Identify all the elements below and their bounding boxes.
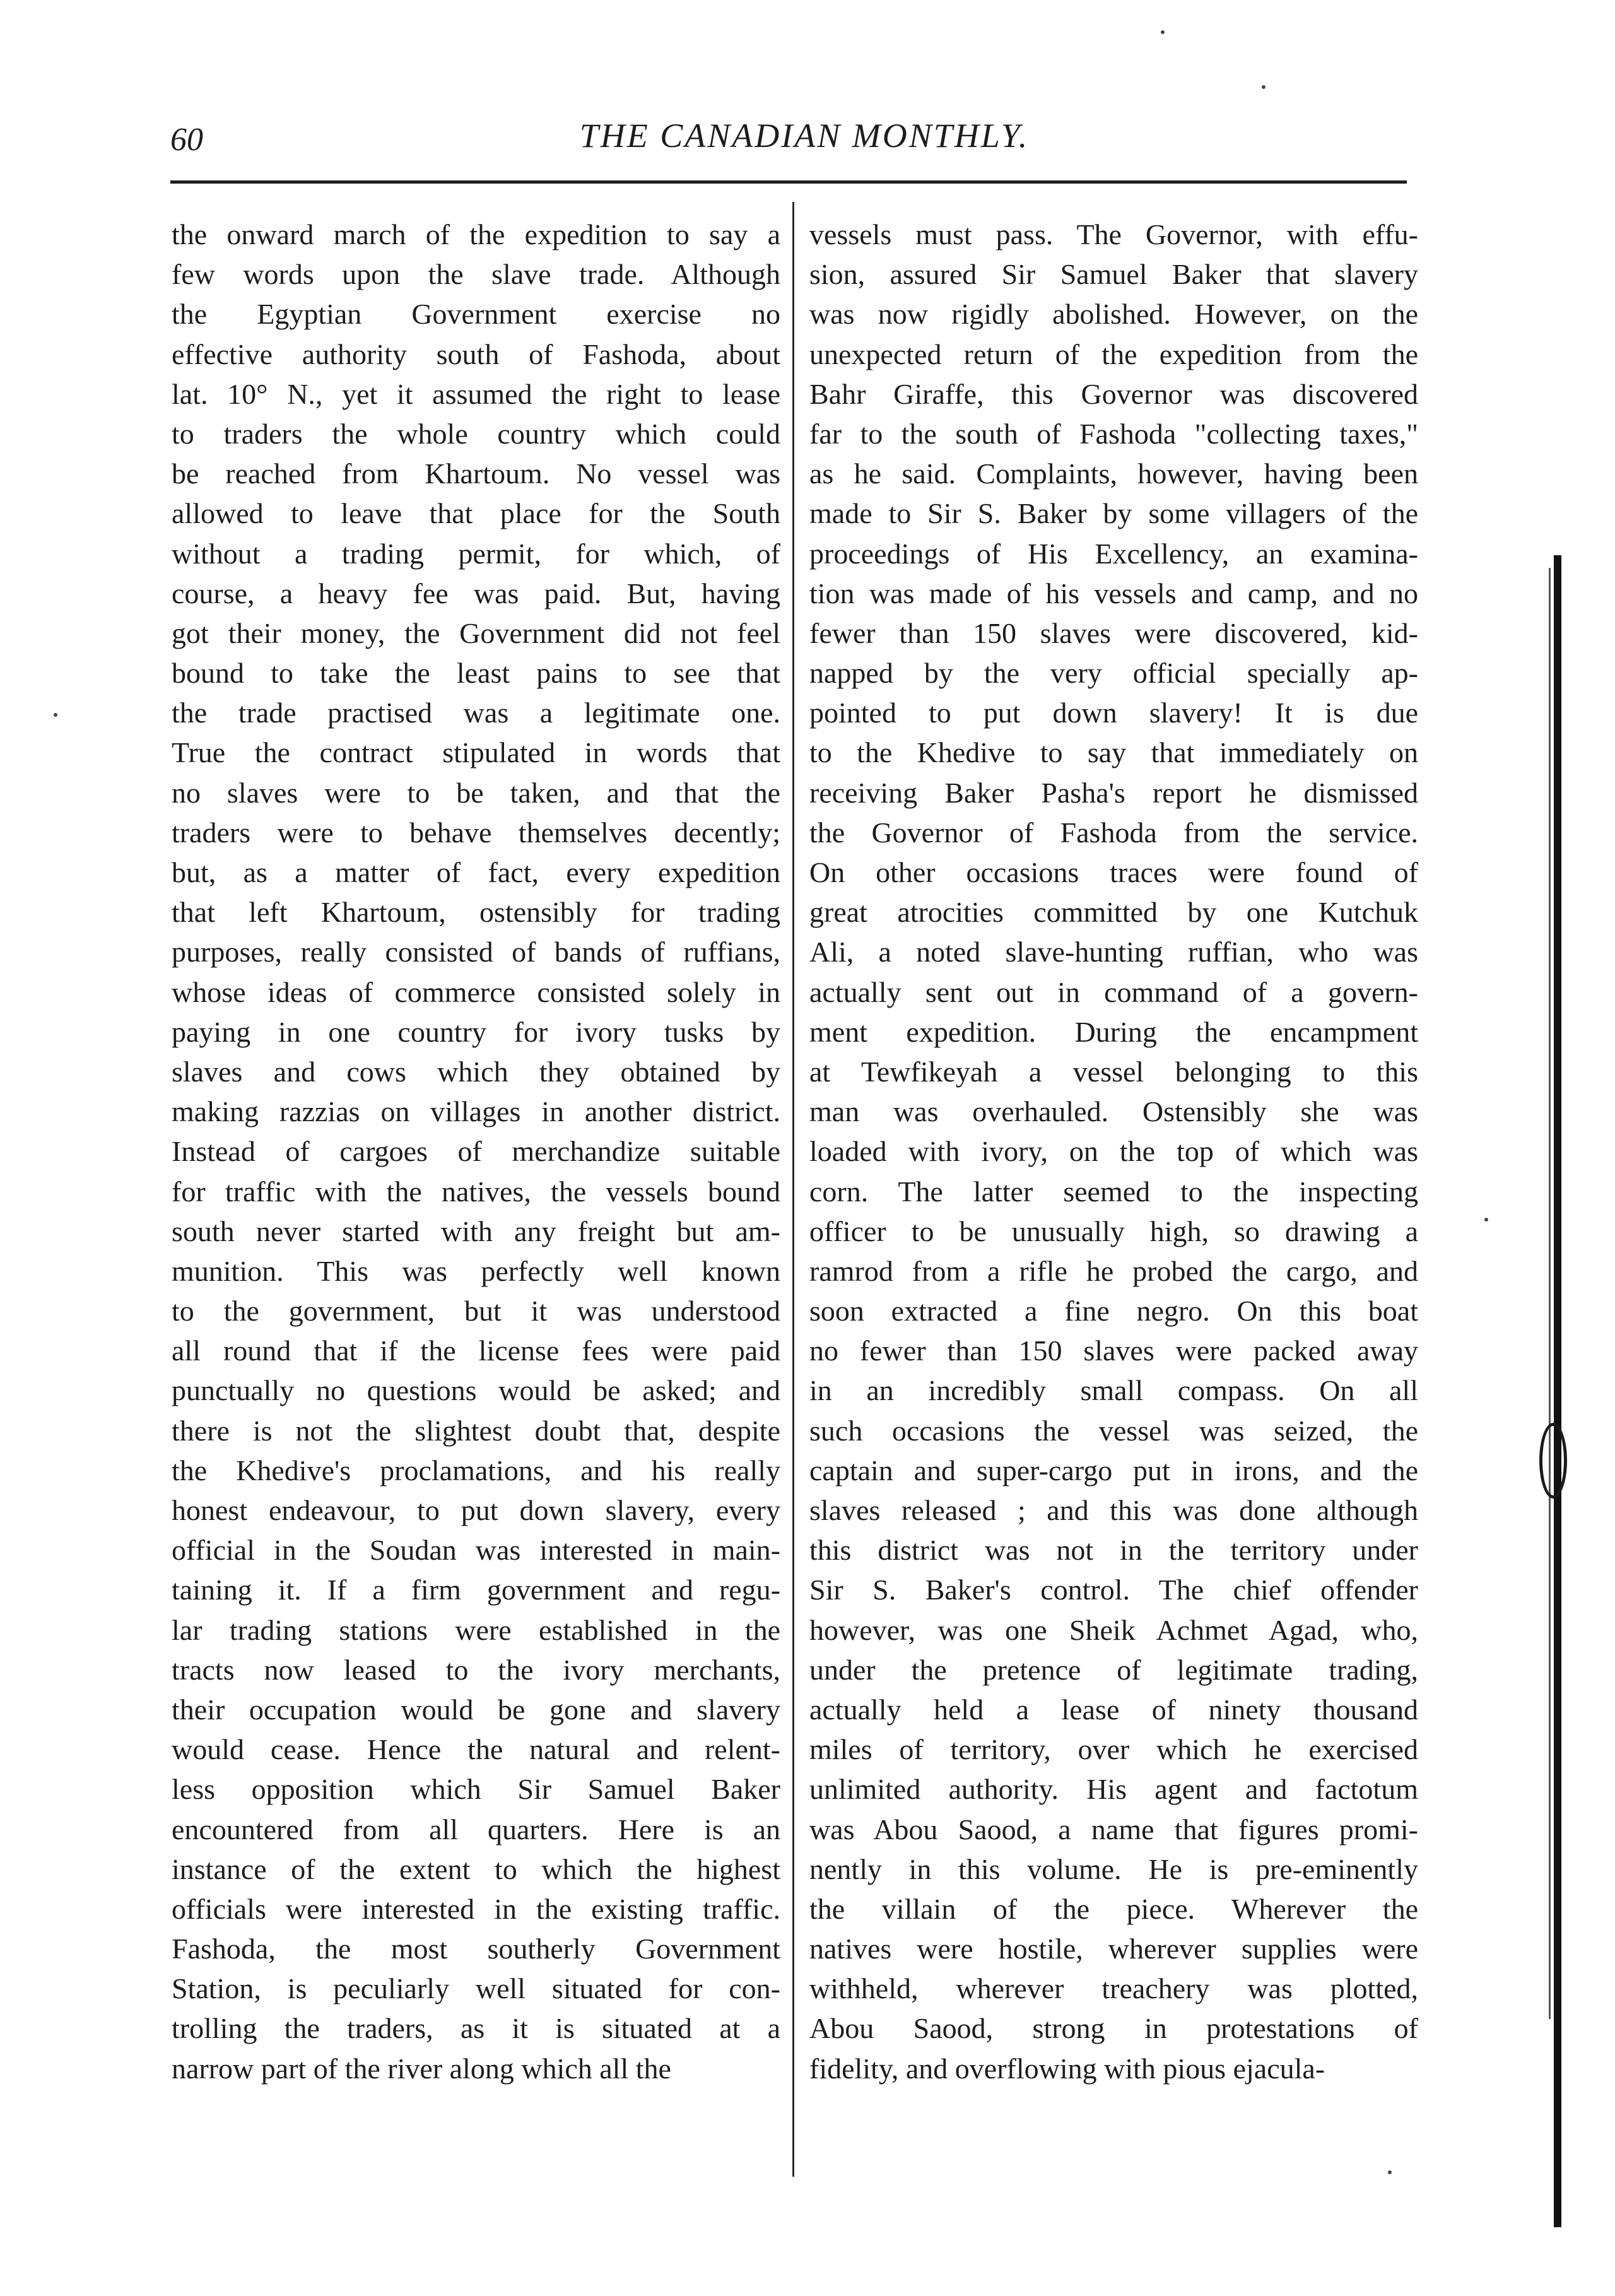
right-column-line: Abou Saood, strong in protestations of xyxy=(809,2012,1418,2045)
right-column-line: Bahr Giraffe, this Governor was discovered xyxy=(809,377,1418,410)
left-column-line: taining it. If a firm government and regu- xyxy=(172,1574,780,1606)
left-column-line: narrow part of the river along which all the xyxy=(172,2052,671,2085)
right-column-line: withheld, wherever treachery was plotted, xyxy=(809,1972,1418,2005)
left-column-line: south never started with any freight but am- xyxy=(172,1215,780,1247)
left-column-line: official in the Soudan was interested in main- xyxy=(172,1534,780,1567)
left-column-line: the onward march of the expedition to say a xyxy=(172,218,780,250)
right-column-line: as he said. Complaints, however, having been xyxy=(809,457,1418,490)
left-column-line: the Khedive's proclamations, and his really xyxy=(172,1454,780,1487)
right-column-line: officer to be unusually high, so drawing a xyxy=(809,1215,1418,1247)
left-column-line: making razzias on villages in another district. xyxy=(172,1095,780,1128)
left-column-line: honest endeavour, to put down slavery, every xyxy=(172,1494,780,1526)
right-column-line: sion, assured Sir Samuel Baker that slavery xyxy=(809,258,1418,291)
right-column-line: slaves released ; and this was done although xyxy=(809,1494,1418,1526)
left-column-line: slaves and cows which they obtained by xyxy=(172,1055,780,1088)
right-column-line: vessels must pass. The Governor, with effu- xyxy=(809,218,1418,250)
left-column-line: paying in one country for ivory tusks by xyxy=(172,1015,780,1048)
left-column-line: True the contract stipulated in words that xyxy=(172,736,780,769)
binding-edge-shadow xyxy=(1549,568,1551,2019)
left-column-line: instance of the extent to which the highest xyxy=(172,1852,780,1885)
left-column-line: there is not the slightest doubt that, despite xyxy=(172,1414,780,1447)
left-column-line: few words upon the slave trade. Although xyxy=(172,258,780,291)
right-column-line: On other occasions traces were found of xyxy=(809,856,1418,888)
page-number: 60 xyxy=(170,122,203,158)
left-column-line: got their money, the Government did not feel xyxy=(172,616,780,649)
right-column-line: ment expedition. During the encampment xyxy=(809,1015,1418,1048)
header-rule xyxy=(170,180,1407,184)
right-column-line: however, was one Sheik Achmet Agad, who, xyxy=(809,1613,1418,1646)
right-column-line: corn. The latter seemed to the inspecting xyxy=(809,1175,1418,1208)
right-column-line: napped by the very official specially ap- xyxy=(809,657,1418,690)
right-column-line: at Tewfikeyah a vessel belonging to this xyxy=(809,1055,1418,1088)
left-column-line: their occupation would be gone and slavery xyxy=(172,1693,780,1726)
right-column-line: soon extracted a fine negro. On this boat xyxy=(809,1295,1418,1328)
right-column-line: man was overhauled. Ostensibly she was xyxy=(809,1095,1418,1128)
left-column-line: Station, is peculiarly well situated for con- xyxy=(172,1972,780,2005)
left-column-line: whose ideas of commerce consisted solely in xyxy=(172,975,780,1008)
right-column-line: to the Khedive to say that immediately on xyxy=(809,736,1418,769)
left-column-line: the trade practised was a legitimate one. xyxy=(172,697,780,729)
left-column-line: trolling the traders, as it is situated at a xyxy=(172,2012,780,2045)
left-column-line: officials were interested in the existing traffic. xyxy=(172,1892,780,1925)
right-column-line: the villain of the piece. Wherever the xyxy=(809,1892,1418,1925)
right-column-line: this district was not in the territory under xyxy=(809,1534,1418,1567)
right-column-line: Ali, a noted slave-hunting ruffian, who was xyxy=(809,936,1418,968)
left-column-line: without a trading permit, for which, of xyxy=(172,537,780,570)
right-column-line: miles of territory, over which he exercised xyxy=(809,1733,1418,1766)
right-column-line: ramrod from a rifle he probed the cargo, and xyxy=(809,1254,1418,1287)
scan-speck xyxy=(1484,1218,1488,1222)
right-column-line: Sir S. Baker's control. The chief offender xyxy=(809,1574,1418,1606)
left-column-line: lar trading stations were established in the xyxy=(172,1613,780,1646)
left-column-line: to the government, but it was understood xyxy=(172,1295,780,1328)
right-column-line: tion was made of his vessels and camp, and no xyxy=(809,577,1418,609)
column-divider xyxy=(792,202,794,2177)
right-column-line: loaded with ivory, on the top of which was xyxy=(809,1135,1418,1168)
text-column-left xyxy=(172,215,780,2088)
left-column-line: punctually no questions would be asked; and xyxy=(172,1374,780,1407)
right-column-line: great atrocities committed by one Kutchuk xyxy=(809,896,1418,929)
left-column-line: that left Khartoum, ostensibly for trading xyxy=(172,896,780,929)
left-column-line: Fashoda, the most southerly Government xyxy=(172,1933,780,1965)
left-column-line: Instead of cargoes of merchandize suitable xyxy=(172,1135,780,1168)
right-column-line: actually held a lease of ninety thousand xyxy=(809,1693,1418,1726)
left-column-line: would cease. Hence the natural and relent- xyxy=(172,1733,780,1766)
right-column-line: fidelity, and overflowing with pious ejacula- xyxy=(809,2052,1325,2085)
binding-clasp xyxy=(1539,1423,1567,1498)
scan-speck xyxy=(1262,85,1266,89)
right-column-line: proceedings of His Excellency, an examina- xyxy=(809,537,1418,570)
left-column-line: to traders the whole country which could xyxy=(172,417,780,450)
left-column-line: effective authority south of Fashoda, about xyxy=(172,338,780,370)
right-column-line: actually sent out in command of a govern- xyxy=(809,975,1418,1008)
right-column-line: was now rigidly abolished. However, on the xyxy=(809,298,1418,331)
right-column-line: fewer than 150 slaves were discovered, kid- xyxy=(809,616,1418,649)
right-column-line: captain and super-cargo put in irons, and the xyxy=(809,1454,1418,1487)
text-column-right xyxy=(809,215,1418,2088)
left-column-line: but, as a matter of fact, every expedition xyxy=(172,856,780,888)
left-column-line: purposes, really consisted of bands of ruffians, xyxy=(172,936,780,968)
running-head: THE CANADIAN MONTHLY. xyxy=(579,117,1030,155)
left-column-line: course, a heavy fee was paid. But, having xyxy=(172,577,780,609)
right-column-line: under the pretence of legitimate trading, xyxy=(809,1653,1418,1686)
left-column-line: munition. This was perfectly well known xyxy=(172,1254,780,1287)
left-column-line: bound to take the least pains to see that xyxy=(172,657,780,690)
left-column-line: be reached from Khartoum. No vessel was xyxy=(172,457,780,490)
right-column-line: natives were hostile, wherever supplies were xyxy=(809,1933,1418,1965)
left-column-line: less opposition which Sir Samuel Baker xyxy=(172,1773,780,1806)
scan-speck xyxy=(1161,30,1165,34)
left-column-line: tracts now leased to the ivory merchants, xyxy=(172,1653,780,1686)
right-column-line: the Governor of Fashoda from the service. xyxy=(809,816,1418,849)
left-column-line: traders were to behave themselves decently; xyxy=(172,816,780,849)
right-column-line: unexpected return of the expedition from the xyxy=(809,338,1418,370)
left-column-line: encountered from all quarters. Here is an xyxy=(172,1813,780,1846)
right-column-line: was Abou Saood, a name that figures promi- xyxy=(809,1813,1418,1846)
right-column-line: unlimited authority. His agent and factotum xyxy=(809,1773,1418,1806)
scan-speck xyxy=(54,713,57,717)
left-column-line: lat. 10° N., yet it assumed the right to lease xyxy=(172,377,780,410)
left-column-line: allowed to leave that place for the South xyxy=(172,497,780,530)
right-column-line: nently in this volume. He is pre-eminently xyxy=(809,1852,1418,1885)
right-column-line: far to the south of Fashoda "collecting taxes," xyxy=(809,417,1418,450)
right-column-line: such occasions the vessel was seized, the xyxy=(809,1414,1418,1447)
right-column-line: no fewer than 150 slaves were packed away xyxy=(809,1334,1418,1367)
right-column-line: made to Sir S. Baker by some villagers of the xyxy=(809,497,1418,530)
left-column-line: for traffic with the natives, the vessels bound xyxy=(172,1175,780,1208)
right-column-line: receiving Baker Pasha's report he dismissed xyxy=(809,776,1418,809)
left-column-line: no slaves were to be taken, and that the xyxy=(172,776,780,809)
left-column-line: all round that if the license fees were paid xyxy=(172,1334,780,1367)
scan-speck xyxy=(1388,2170,1392,2174)
right-column-line: pointed to put down slavery! It is due xyxy=(809,697,1418,729)
right-column-line: in an incredibly small compass. On all xyxy=(809,1374,1418,1407)
binding-edge xyxy=(1554,555,1561,2227)
left-column-line: the Egyptian Government exercise no xyxy=(172,298,780,331)
